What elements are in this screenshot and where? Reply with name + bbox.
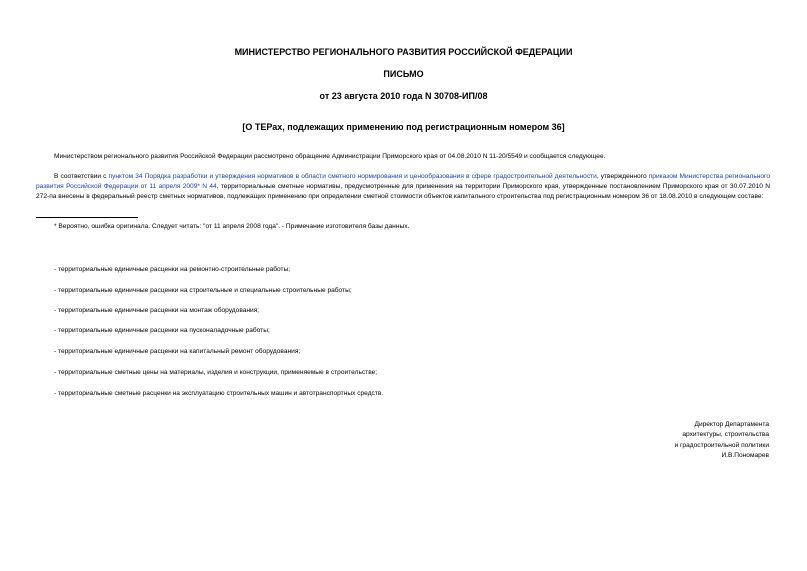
signature-block — [675, 420, 770, 462]
list-item: - территориальные сметные расценки на эксплуатацию строительных машин и автотранспортных средств. — [54, 390, 384, 397]
signature-department-2: и градостроительной политики — [674, 441, 769, 449]
list-item: - территориальные сметные цены на материалы, изделия и конструкции, применяемые в строительстве; — [54, 369, 378, 376]
paragraph-1: Министерством регионального развития Российской Федерации рассмотрено обращение Администрации Приморского края от 04.08.2010 N 11-20/5549 и сообщается следующее. — [54, 153, 606, 160]
regulation-link[interactable]: пунктом 34 Порядка разработки и утверждения нормативов в области сметного нормирования и ценообразования в сфере градостроительной деятельности — [108, 173, 597, 180]
subject-heading: [О ТЕРах, подлежащих применению под регистрационным номером 36] — [242, 122, 565, 132]
footnote-divider — [36, 217, 138, 218]
ministry-heading: МИНИСТЕРСТВО РЕГИОНАЛЬНОГО РАЗВИТИЯ РОССИЙСКОЙ ФЕДЕРАЦИИ — [234, 47, 573, 57]
paragraph-2-start: В соответствии с — [54, 173, 109, 180]
list-item: - территориальные единичные расценки на ремонтно-строительные работы; — [54, 266, 291, 273]
signature-name: И.В.Пономарев — [721, 452, 769, 460]
paragraph-2 — [36, 172, 770, 202]
date-number-heading: от 23 августа 2010 года N 30708-ИП/08 — [319, 91, 488, 101]
signature-department: архитектуры, строительства — [682, 431, 769, 439]
footnote: * Вероятно, ошибка оригинала. Следует читать: "от 11 апреля 2008 года". - Примечание изготовителя базы данных. — [54, 223, 410, 230]
list-item: - территориальные единичные расценки на капитальный ремонт оборудования; — [54, 348, 301, 355]
paragraph-2-end: , территориальные сметные нормативы, предусмотренные для применения на территории Приморского края, утвержденные постановлением Приморского края от 30.07.2010 N 272-па внесены в федеральный реестр сметных нормативов, подлежащих применению при определении сметной стоимости объектов капитального строительства под регистрационным номером 36 от 18.08.2010 в следующем составе: — [36, 183, 770, 200]
list-item: - территориальные единичные расценки на монтаж оборудования; — [54, 307, 260, 314]
paragraph-2-middle: , утвержденного — [596, 173, 649, 180]
list-item: - территориальные единичные расценки на пусконаладочные работы; — [54, 327, 270, 334]
list-item: - территориальные единичные расценки на строительные и специальные строительные работы; — [54, 287, 352, 294]
signature-title: Директор Департамента — [694, 421, 769, 428]
order-link[interactable]: приказом Министерства регионального развития Российской Федерации от 11 апреля 2009* N 44 — [36, 173, 770, 190]
doc-type-heading: ПИСЬМО — [383, 69, 424, 79]
